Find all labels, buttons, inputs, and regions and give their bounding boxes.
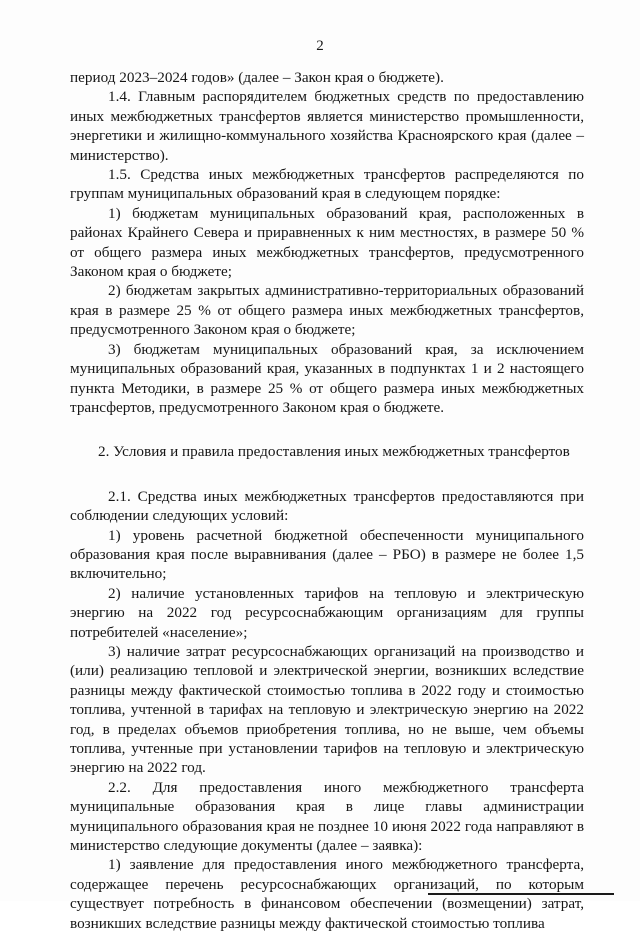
paragraph-2-1-item-2: 2) наличие установленных тарифов на тепловую и электрическую энергию на 2022 год ресурсоснабжающим организациям для группы потребителей «население»; [70, 584, 584, 641]
paragraph-1-5-item-3: 3) бюджетам муниципальных образований края, за исключением муниципальных образований края, указанных в подпунктах 1 и 2 настоящего пункта Методики, в размере 25 % от общего размера иных межбюджетных трансфертов, предусмотренного Законом края о бюджете. [70, 340, 584, 416]
paragraph-1-5: 1.5. Средства иных межбюджетных трансфертов распределяются по группам муниципальных образований края в следующем порядке: [70, 166, 584, 203]
footer-divider [428, 893, 614, 895]
paragraph-2-2-item-1: 1) заявление для предоставления иного межбюджетного трансферта, содержащее перечень ресурсоснабжающих организаций, по которым существует потребность в финансовом обеспечении (возмещении) затрат, возникших вследствие разницы между фактической стоимостью топлива [70, 856, 584, 932]
page-number: 2 [316, 38, 324, 54]
document-body [70, 68, 584, 933]
section-heading: 2. Условия и правила предоставления иных межбюджетных трансфертов [98, 443, 570, 461]
paragraph-2-1: 2.1. Средства иных межбюджетных трансфертов предоставляются при соблюдении следующих условий: [70, 487, 584, 525]
paragraph-2-2: 2.2. Для предоставления иного межбюджетного трансферта муниципальные образования края в лице главы администрации муниципального образования края не позднее 10 июня 2022 года направляют в министерство следующие документы (далее – заявка): [70, 778, 584, 855]
paragraph-1-4: 1.4. Главным распорядителем бюджетных средств по предоставлению иных межбюджетных трансфертов является министерство промышленности, энергетики и жилищно-коммунального хозяйства Красноярского края (далее – министерство). [70, 88, 584, 164]
paragraph-1-5-item-1: 1) бюджетам муниципальных образований края, расположенных в районах Крайнего Севера и приравненных к ним местностях, в размере 50 % от общего размера иных межбюджетных трансфертов, предусмотренного Законом края о бюджете; [70, 204, 584, 281]
paragraph-1-5-item-2: 2) бюджетам закрытых административно-территориальных образований края в размере 25 % от общего размера иных межбюджетных трансфертов, предусмотренного Законом края о бюджете; [70, 282, 584, 339]
paragraph-2-1-item-3: 3) наличие затрат ресурсоснабжающих организаций на производство и (или) реализацию тепловой и электрической энергии, возникших вследствие разницы между фактической стоимостью топлива в 2022 году и стоимостью топлива, учтенной в тарифах на тепловую и электрическую энергию на 2022 год, в пределах объемов приобретения топлива, но не выше, чем объемы топлива, учтенные при установлении тарифов на тепловую и электрическую энергию на 2022 год. [70, 642, 584, 777]
paragraph-intro-continuation: период 2023–2024 годов» (далее – Закон края о бюджете). [70, 69, 444, 86]
paragraph-2-1-item-1: 1) уровень расчетной бюджетной обеспеченности муниципального образования края после выравнивания (далее – РБО) в размере не более 1,5 включительно; [70, 526, 584, 583]
